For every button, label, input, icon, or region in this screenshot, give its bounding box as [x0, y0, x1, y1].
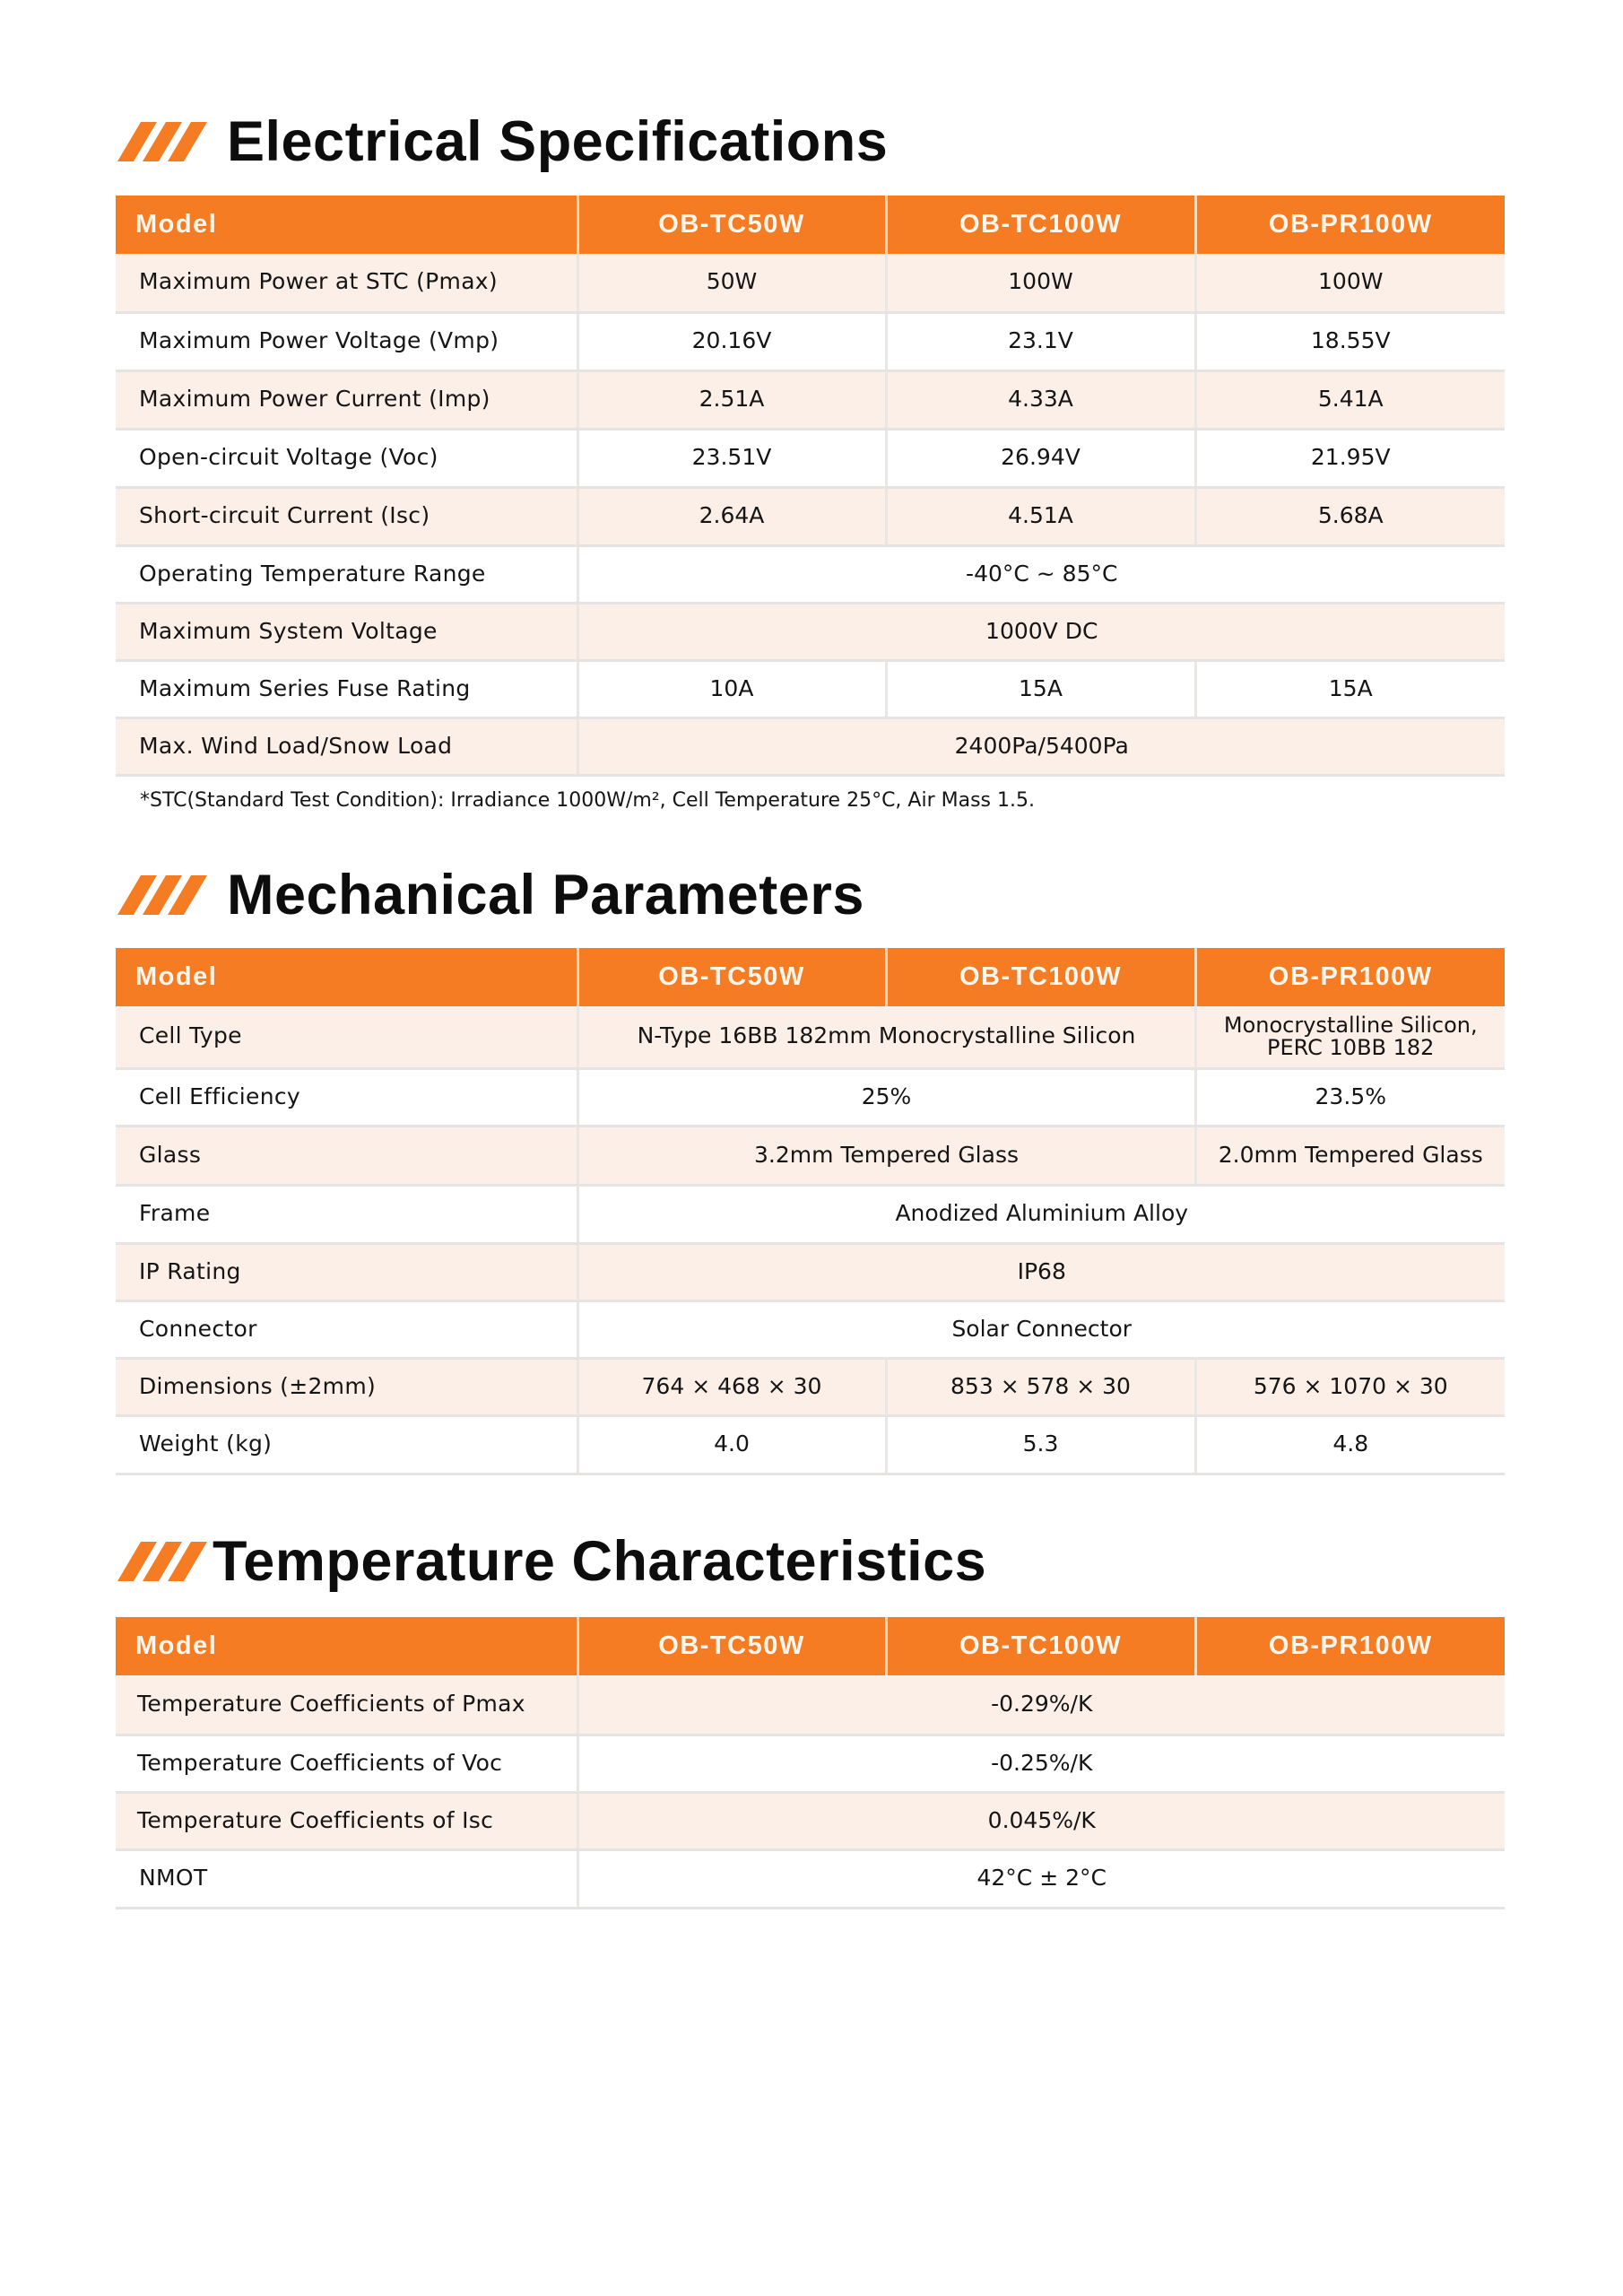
cell-value: 100W [886, 254, 1195, 312]
table-row [116, 1358, 1505, 1415]
cell-value: 2.0mm Tempered Glass [1195, 1126, 1505, 1185]
column-header-ob-tc100w: OB-TC100W [886, 196, 1195, 254]
cell-value: 2.64A [577, 487, 886, 545]
cell-value: 15A [886, 660, 1195, 718]
row-label: Cell Type [116, 1006, 577, 1068]
row-label: Temperature Coefficients of Pmax [116, 1675, 577, 1735]
column-header-ob-tc50w: OB-TC50W [577, 196, 886, 254]
row-label: Open-circuit Voltage (Voc) [116, 429, 577, 487]
table-row [116, 1415, 1505, 1474]
cell-value: 23.51V [577, 429, 886, 487]
column-header-model: Model [116, 1617, 577, 1675]
cell-value: 23.5% [1195, 1068, 1505, 1126]
cell-value: 50W [577, 254, 886, 312]
cell-value: 42°C ± 2°C [577, 1849, 1505, 1908]
table-row [116, 1849, 1505, 1908]
cell-value: 853 × 578 × 30 [886, 1358, 1195, 1415]
table-row [116, 429, 1505, 487]
cell-value: 4.8 [1195, 1415, 1505, 1474]
cell-value: 4.33A [886, 370, 1195, 429]
page-title-temperature: Temperature Characteristics [213, 1529, 987, 1593]
cell-value: 5.3 [886, 1415, 1195, 1474]
cell-value: 25% [577, 1068, 1195, 1126]
column-header-model: Model [116, 196, 577, 254]
cell-value: Solar Connector [577, 1300, 1505, 1358]
table-row [116, 370, 1505, 429]
column-header-ob-pr100w: OB-PR100W [1195, 948, 1505, 1006]
column-header-ob-tc100w: OB-TC100W [886, 948, 1195, 1006]
cell-value: 576 × 1070 × 30 [1195, 1358, 1505, 1415]
table-header-row [116, 948, 1505, 1006]
table-row [116, 1735, 1505, 1792]
cell-value: Anodized Aluminium Alloy [577, 1185, 1505, 1243]
table-row [116, 1126, 1505, 1185]
table-header-row [116, 1617, 1505, 1675]
table-row [116, 1185, 1505, 1243]
temperature-spec-table [116, 1617, 1505, 1909]
cell-value: 10A [577, 660, 886, 718]
column-header-ob-pr100w: OB-PR100W [1195, 196, 1505, 254]
row-label: Operating Temperature Range [116, 545, 577, 603]
cell-value: 3.2mm Tempered Glass [577, 1126, 1195, 1185]
table-header-row [116, 196, 1505, 254]
row-label: Maximum Series Fuse Rating [116, 660, 577, 718]
cell-value: -0.29%/K [577, 1675, 1505, 1735]
column-header-ob-tc100w: OB-TC100W [886, 1617, 1195, 1675]
page-title-electrical: Electrical Specifications [227, 109, 889, 173]
cell-value: 20.16V [577, 312, 886, 370]
cell-value: 5.41A [1195, 370, 1505, 429]
table-row [116, 487, 1505, 545]
table-row [116, 545, 1505, 603]
row-label: Temperature Coefficients of Isc [116, 1792, 577, 1849]
triple-slash-stripes-icon [117, 875, 207, 915]
row-label: Cell Efficiency [116, 1068, 577, 1126]
cell-value: 15A [1195, 660, 1505, 718]
table-row [116, 1068, 1505, 1126]
section-heading-electrical [117, 106, 888, 178]
cell-value: 1000V DC [577, 603, 1505, 660]
cell-value: 2400Pa/5400Pa [577, 718, 1505, 775]
table-row [116, 718, 1505, 775]
electrical-spec-table [116, 196, 1505, 777]
table-row [116, 1792, 1505, 1849]
row-label: Dimensions (±2mm) [116, 1358, 577, 1415]
row-label: Weight (kg) [116, 1415, 577, 1474]
column-header-ob-tc50w: OB-TC50W [577, 1617, 886, 1675]
triple-slash-stripes-icon [117, 122, 207, 161]
table-row [116, 1300, 1505, 1358]
section-heading-mechanical [117, 859, 864, 931]
cell-value: 21.95V [1195, 429, 1505, 487]
row-label: Maximum Power Current (Imp) [116, 370, 577, 429]
row-label: NMOT [116, 1849, 577, 1908]
section-heading-temperature [117, 1526, 986, 1597]
cell-value: Monocrystalline Silicon, PERC 10BB 182 [1195, 1006, 1505, 1068]
cell-value: N-Type 16BB 182mm Monocrystalline Silicon [577, 1006, 1195, 1068]
row-label: Connector [116, 1300, 577, 1358]
row-label: Temperature Coefficients of Voc [116, 1735, 577, 1792]
cell-value: 18.55V [1195, 312, 1505, 370]
cell-value: -0.25%/K [577, 1735, 1505, 1792]
row-label: Maximum Power at STC (Pmax) [116, 254, 577, 312]
row-label: Frame [116, 1185, 577, 1243]
table-row [116, 312, 1505, 370]
column-header-ob-tc50w: OB-TC50W [577, 948, 886, 1006]
cell-value: 26.94V [886, 429, 1195, 487]
row-label: IP Rating [116, 1243, 577, 1300]
cell-value: 2.51A [577, 370, 886, 429]
cell-value: -40°C ~ 85°C [577, 545, 1505, 603]
row-label: Short-circuit Current (Isc) [116, 487, 577, 545]
stc-footnote: *STC(Standard Test Condition): Irradiance 1000W/m², Cell Temperature 25°C, Air Mass 1.5. [140, 789, 1035, 812]
cell-value: IP68 [577, 1243, 1505, 1300]
cell-value: 0.045%/K [577, 1792, 1505, 1849]
mechanical-spec-table [116, 948, 1505, 1475]
cell-value: 4.0 [577, 1415, 886, 1474]
triple-slash-stripes-icon [117, 1542, 207, 1581]
row-label: Maximum System Voltage [116, 603, 577, 660]
table-row [116, 660, 1505, 718]
column-header-model: Model [116, 948, 577, 1006]
table-row [116, 1243, 1505, 1300]
row-label: Maximum Power Voltage (Vmp) [116, 312, 577, 370]
page-title-mechanical: Mechanical Parameters [227, 863, 864, 926]
cell-value: 23.1V [886, 312, 1195, 370]
row-label: Max. Wind Load/Snow Load [116, 718, 577, 775]
table-row [116, 254, 1505, 312]
table-row [116, 1006, 1505, 1068]
row-label: Glass [116, 1126, 577, 1185]
column-header-ob-pr100w: OB-PR100W [1195, 1617, 1505, 1675]
cell-value: 5.68A [1195, 487, 1505, 545]
table-row [116, 603, 1505, 660]
cell-value: 100W [1195, 254, 1505, 312]
cell-value: 4.51A [886, 487, 1195, 545]
cell-value: 764 × 468 × 30 [577, 1358, 886, 1415]
table-row [116, 1675, 1505, 1735]
